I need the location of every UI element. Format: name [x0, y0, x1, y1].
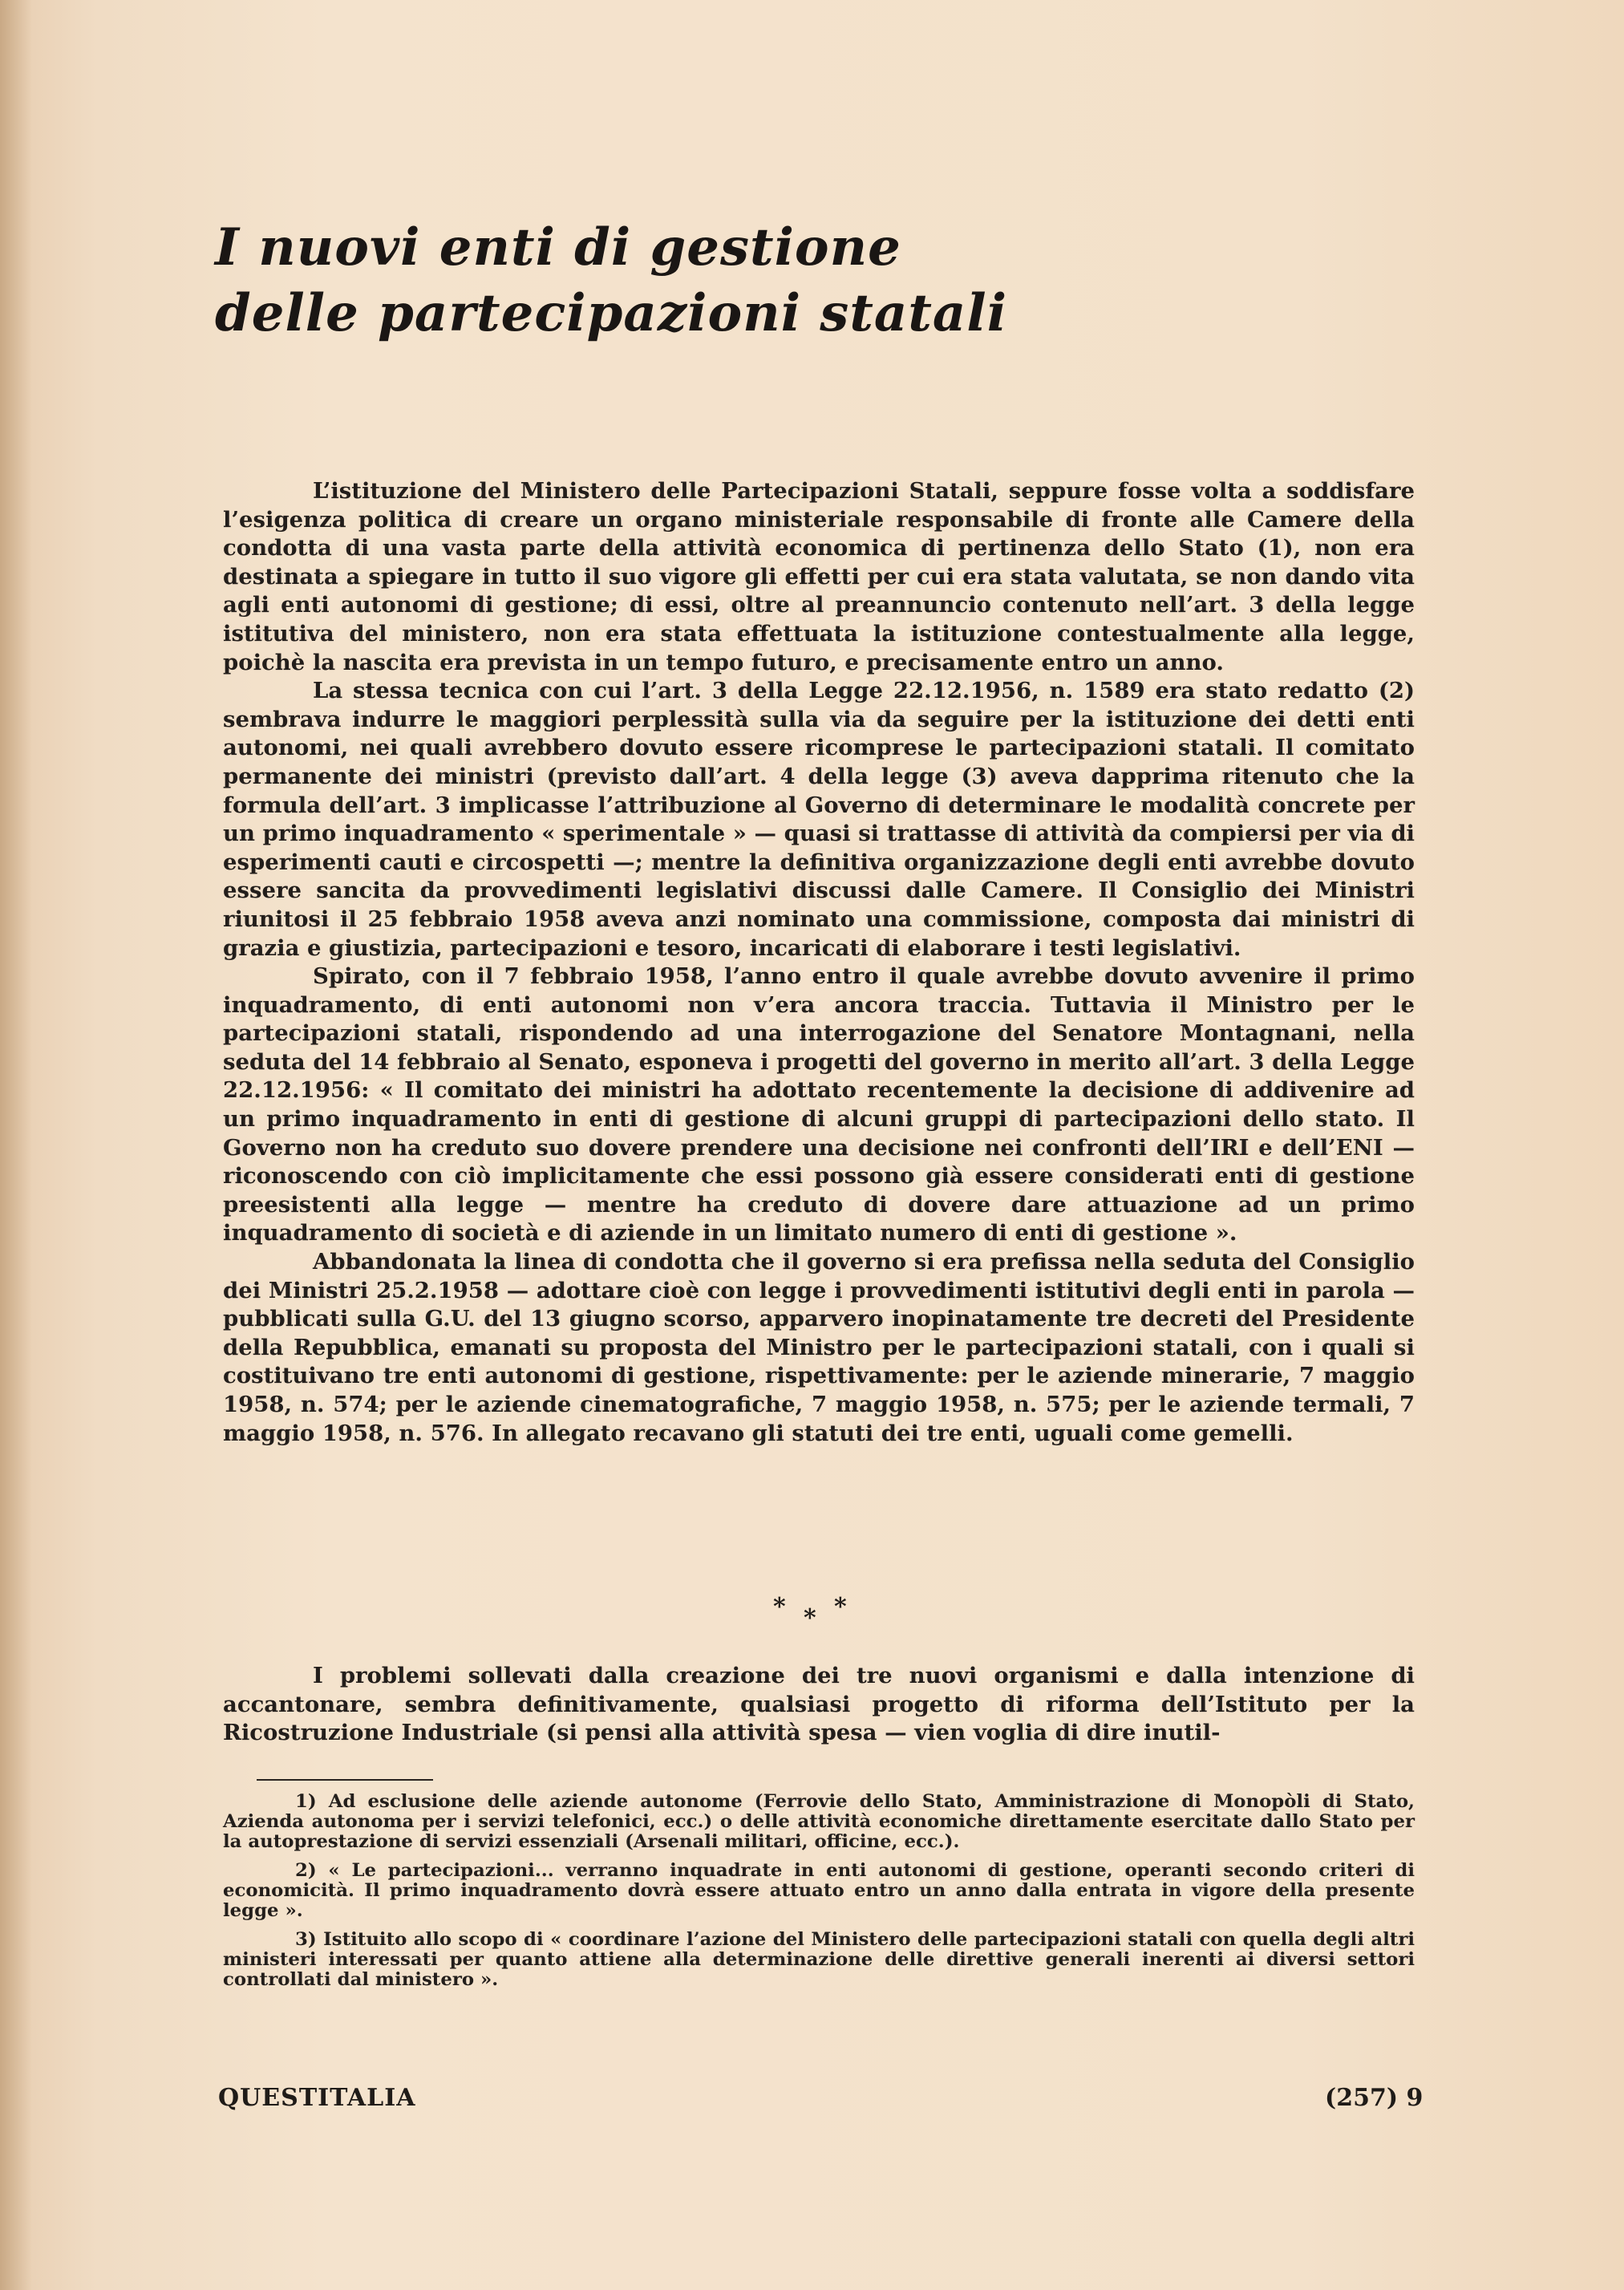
article-title-line-1: I nuovi enti di gestione [215, 217, 901, 278]
footnotes [223, 1792, 1415, 1999]
separator-star: * [773, 1593, 786, 1621]
separator-star: * [834, 1593, 847, 1621]
paragraph-4: Abbandonata la linea di condotta che il governo si era prefissa nella seduta del Consiglio dei Ministri 25.2.1958 — adottare cioè con legge i provvedimenti istitutivi degli enti in parola — pubblicati sulla G.U. del 13 giugno scorso, apparvero inopinatamente tre decreti del Presidente della Repubblica, emanati su proposta del Ministro per le partecipazioni statali, con i quali si costituivano tre enti autonomi di gestione, rispettivamente: per le aziende minerarie, 7 maggio 1958, n. 574; per le aziende cinematografiche, 7 maggio 1958, n. 575; per le aziende termali, 7 maggio 1958, n. 576. In allegato recavano gli statuti dei tre enti, uguali come gemelli. [223, 1249, 1415, 1446]
article-title-line-2: delle partecipazioni statali [215, 283, 1007, 343]
paragraph-2: La stessa tecnica con cui l’art. 3 della Legge 22.12.1956, n. 1589 era stato redatto (2) sembrava indurre le maggiori perplessità sulla via da seguire per la istituzione dei detti enti autonomi, nei quali avrebbero dovuto essere ricomprese le partecipazioni statali. Il comitato permanente dei ministri (previsto dall’art. 4 della legge (3) aveva dapprima ritenuto che la formula dell’art. 3 implicasse l’attribuzione al Governo di determinare le modalità concrete per un primo inquadramento « sperimentale » — quasi si trattasse di attività da compiersi per via di esperimenti cauti e circospetti —; mentre la definitiva organizzazione degli enti avrebbe dovuto essere sancita da provvedimenti legislativi discussi dalle Camere. Il Consiglio dei Ministri riunitosi il 25 febbraio 1958 aveva anzi nominato una commissione, composta dai ministri di grazia e giustizia, partecipazioni e tesoro, incaricati di elaborare i testi legislativi. [223, 678, 1415, 961]
publication-name: QUESTITALIA [218, 2084, 416, 2112]
page-number: (257) 9 [1325, 2084, 1424, 2112]
footnote-3: 3) Istituito allo scopo di « coordinare l’azione del Ministero delle partecipazioni statali con quella degli altri ministeri interessati per quanto attiene alla determinazione delle direttive generali inerenti ai diversi settori controllati dal ministero ». [223, 1929, 1415, 1990]
footnote-2: 2) « Le partecipazioni... verranno inquadrate in enti autonomi di gestione, operanti secondo criteri di economicità. Il primo inquadramento dovrà essere attuato entro un anno dalla entrata in vigore della presente legge ». [223, 1860, 1415, 1921]
section-separator [770, 1593, 858, 1633]
paragraph-3: Spirato, con il 7 febbraio 1958, l’anno entro il quale avrebbe dovuto avvenire il primo inquadramento, di enti autonomi non v’era ancora traccia. Tuttavia il Ministro per le partecipazioni statali, rispondendo ad una interrogazione del Senatore Montagnani, nella seduta del 14 febbraio al Senato, esponeva i progetti del governo in merito all’art. 3 della Legge 22.12.1956: « Il comitato dei ministri ha adottato recentemente la decisione di addivenire ad un primo inquadramento in enti di gestione di alcuni gruppi di partecipazioni dello stato. Il Governo non ha creduto suo dovere prendere una decisione nei confronti dell’IRI e dell’ENI — riconoscendo con ciò implicitamente che essi possono già essere considerati enti di gestione preesistenti alla legge — mentre ha creduto di dovere dare attuazione ad un primo inquadramento di società e di aziende in un limitato numero di enti di gestione ». [223, 963, 1415, 1246]
page-edge-shadow [0, 0, 32, 2290]
article-body [223, 477, 1415, 1448]
separator-star: * [804, 1604, 816, 1632]
footnote-1: 1) Ad esclusione delle aziende autonome (Ferrovie dello Stato, Amministrazione di Monopòli di Stato, Azienda autonoma per i servizi telefonici, ecc.) o delle attività economiche direttamente esercitate dallo Stato per la autoprestazione di servizi essenziali (Arsenali militari, officine, ecc.). [223, 1791, 1415, 1852]
paragraph-1: L’istituzione del Ministero delle Partecipazioni Statali, seppure fosse volta a soddisfare l’esigenza politica di creare un organo ministeriale responsabile di fronte alle Camere della condotta di una vasta parte della attività economica di pertinenza dello Stato (1), non era destinata a spiegare in tutto il suo vigore gli effetti per cui era stata valutata, se non dando vita agli enti autonomi di gestione; di essi, oltre al preannuncio contenuto nell’art. 3 della legge istitutiva del ministero, non era stata effettuata la istituzione contestualmente alla legge, poichè la nascita era prevista in un tempo futuro, e precisamente entro un anno. [223, 478, 1415, 675]
paragraph-5: I problemi sollevati dalla creazione dei tre nuovi organismi e dalla intenzione di accantonare, sembra definitivamente, qualsiasi progetto di riforma dell’Istituto per la Ricostruzione Industriale (si pensi alla attività spesa — vien voglia di dire inutil- [223, 1663, 1415, 1746]
footnote-rule [257, 1779, 433, 1781]
article-title [215, 215, 1418, 347]
article-body-continued [223, 1662, 1415, 1748]
